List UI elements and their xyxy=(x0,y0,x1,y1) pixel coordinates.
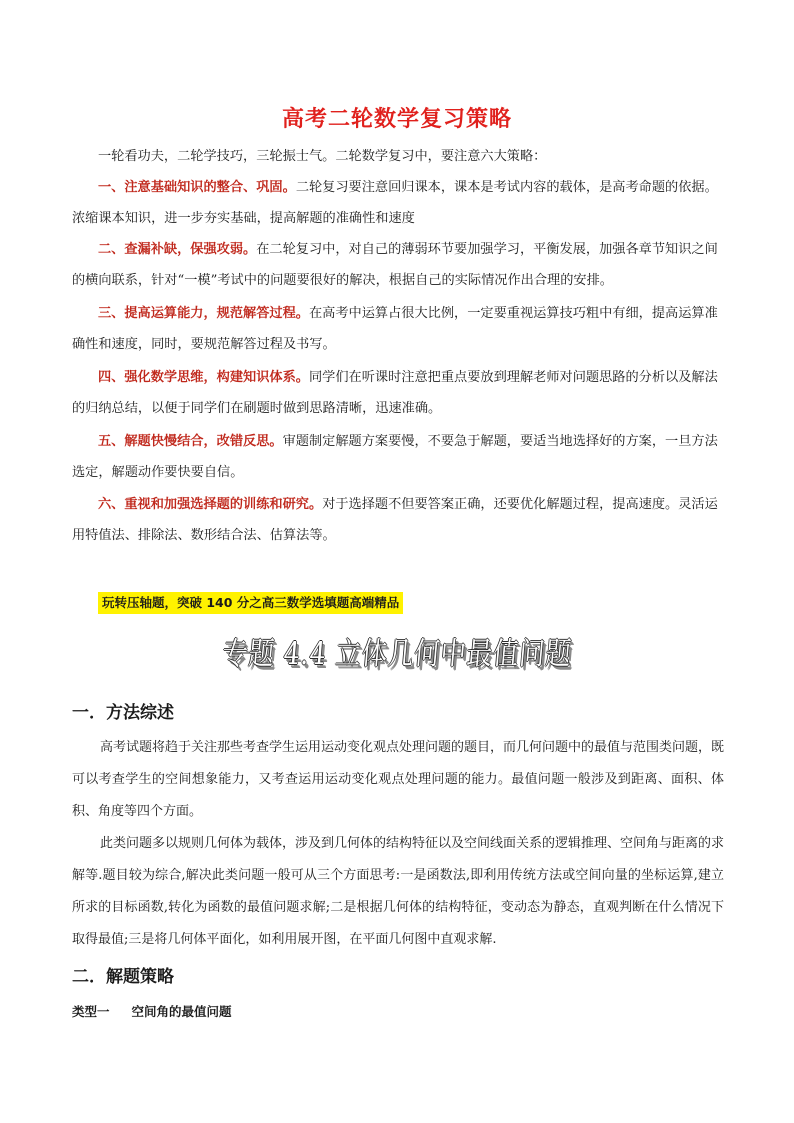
type-title: 空间角的最值问题 xyxy=(131,1004,232,1019)
strategy-6 xyxy=(72,489,722,551)
strategy-2 xyxy=(72,234,722,296)
document-title: 高考二轮数学复习策略 xyxy=(281,107,512,132)
strategy-5-text: 审题制定解题方案要慢，不要急于解题，要适当地选择好的方案，一旦方法选定，解题动作要快要自信。 xyxy=(72,434,718,480)
strategy-6-lead: 六、重视和加强选择题的训练和研究。 xyxy=(98,497,323,512)
strategy-4 xyxy=(72,362,722,424)
series-banner: 玩转压轴题，突破 140 分之高三数学选填题高端精品 xyxy=(98,592,403,614)
strategy-3-lead: 三、提高运算能力，规范解答过程。 xyxy=(98,306,309,321)
strategy-2-text: 在二轮复习中，对自己的薄弱环节要加强学习，平衡发展，加强各章节知识之间的横向联系，针对“一模”考试中的问题要很好的解决，根据自己的实际情况作出合理的安排。 xyxy=(72,242,718,288)
section-1-heading: 一．方法综述 xyxy=(72,703,174,723)
section-1-paragraph-2: 此类问题多以规则几何体为载体，涉及到几何体的结构特征以及空间线面关系的逻辑推理、空间角与距离的求解等.题目较为综合,解决此类问题一般可从三个方面思考:一是函数法,即利用传统方法或空间向量的坐标运算,建立所求的目标函数,转化为函数的最值问题求解;二是根据几何体的结构特征，变动态为静态，直观判断在什么情况下取得最值;三是将几何体平面化，如利用展开图，在平面几何图中直观求解. xyxy=(72,836,725,947)
strategy-4-text: 同学们在听课时注意把重点要放到理解老师对问题思路的分析以及解法的归纳总结，以便于同学们在刷题时做到思路清晰，迅速准确。 xyxy=(72,370,718,416)
strategy-5-lead: 五、解题快慢结合，改错反思。 xyxy=(98,434,283,449)
intro-paragraph: 一轮看功夫，二轮学技巧，三轮振士气。二轮数学复习中，要注意六大策略： xyxy=(98,149,547,164)
topic-title: 专题 4.4 立体几何中最值问题 xyxy=(220,636,574,672)
type-label: 类型一 xyxy=(72,1004,110,1019)
strategy-2-lead: 二、查漏补缺，保强攻弱。 xyxy=(98,242,257,257)
type-heading xyxy=(72,1002,232,1020)
strategy-3 xyxy=(72,298,722,360)
strategy-1-lead: 一、注意基础知识的整合、巩固。 xyxy=(98,180,296,195)
strategy-6-text: 对于选择题不但要答案正确，还要优化解题过程，提高速度。灵活运用特值法、排除法、数形结合法、估算法等。 xyxy=(72,497,718,543)
strategy-5 xyxy=(72,426,722,488)
strategy-1 xyxy=(72,172,722,234)
strategy-3-text: 在高考中运算占很大比例，一定要重视运算技巧粗中有细，提高运算准确性和速度，同时，要规范解答过程及书写。 xyxy=(72,306,718,352)
section-1-paragraph-1: 高考试题将趋于关注那些考查学生运用运动变化观点处理问题的题目，而几何问题中的最值与范围类问题，既可以考查学生的空间想象能力，又考查运用运动变化观点处理问题的能力。最值问题一般涉及到距离、面积、体积、角度等四个方面。 xyxy=(72,740,725,819)
strategy-1-text: 二轮复习要注意回归课本，课本是考试内容的载体，是高考命题的依据。浓缩课本知识，进一步夯实基础，提高解题的准确性和速度 xyxy=(72,180,718,226)
section-2-heading: 二．解题策略 xyxy=(72,967,174,987)
topic-title-block xyxy=(0,630,794,686)
strategy-4-lead: 四、强化数学思维，构建知识体系。 xyxy=(98,370,309,385)
